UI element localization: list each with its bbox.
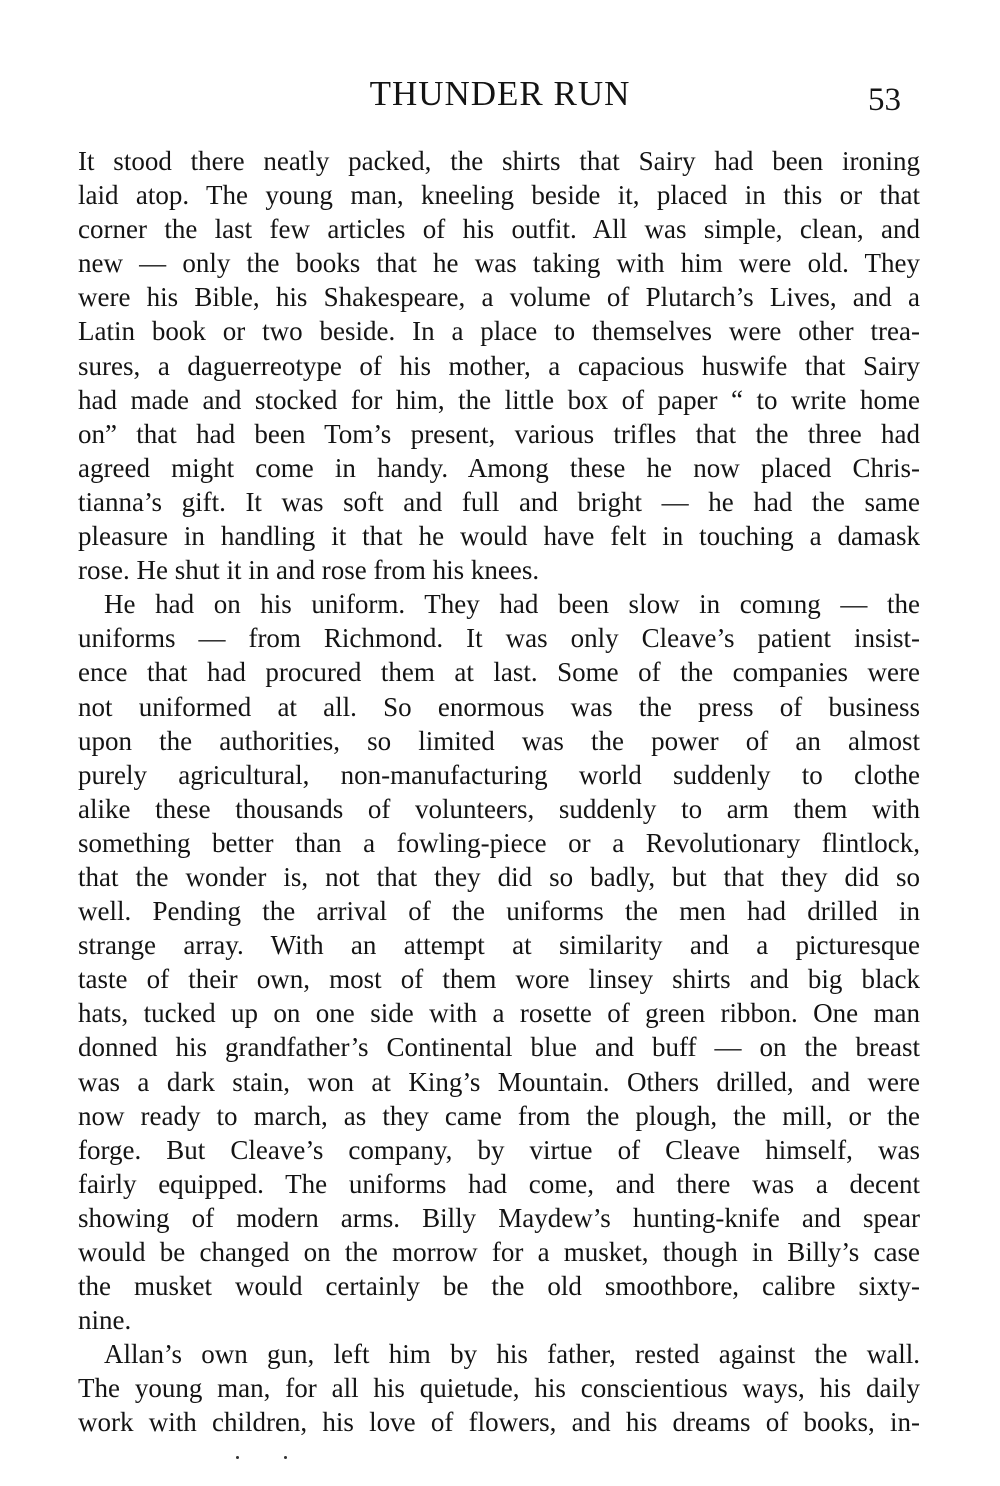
text-line: Latin book or two beside. In a place to themselves were other trea- — [78, 316, 920, 347]
paragraph — [78, 144, 920, 587]
text-line: sures, a daguerreotype of his mother, a capacious huswife that Sairy — [78, 350, 920, 381]
text-line: uniforms — from Richmond. It was only Cleave’s patient insist- — [78, 623, 920, 654]
paragraph — [78, 1337, 920, 1439]
text-line: laid atop. The young man, kneeling beside it, placed in this or that — [78, 180, 920, 211]
running-title: THUNDER RUN — [369, 74, 631, 113]
page-number: 53 — [868, 82, 901, 118]
text-line: the musket would certainly be the old smoothbore, calibre sixty- — [78, 1271, 920, 1302]
text-line: It stood there neatly packed, the shirts that Sairy had been ironing — [78, 146, 920, 176]
text-line: hats, tucked up on one side with a rosette of green ribbon. One man — [78, 998, 920, 1029]
printer-mark-dot — [284, 1456, 287, 1459]
text-line: new — only the books that he was taking with him were old. They — [78, 248, 920, 279]
text-line: had made and stocked for him, the little box of paper “ to write home — [78, 384, 920, 415]
text-line: now ready to march, as they came from the plough, the mill, or the — [78, 1100, 920, 1131]
printer-marks — [232, 1452, 302, 1462]
text-line: were his Bible, his Shakespeare, a volume of Plutarch’s Lives, and a — [78, 282, 920, 313]
text-line: He had on his uniform. They had been slow in comıng — the — [104, 589, 920, 620]
text-line: donned his grandfather’s Continental blue and buff — on the breast — [78, 1032, 920, 1063]
text-line: not uniformed at all. So enormous was the press of business — [78, 691, 920, 722]
text-line: work with children, his love of flowers, and his dreams of books, in- — [78, 1407, 920, 1438]
paragraph — [78, 587, 920, 1337]
text-line: corner the last few articles of his outfit. All was simple, clean, and — [78, 214, 920, 245]
body-text — [78, 144, 920, 1440]
text-line: well. Pending the arrival of the uniforms the men had drilled in — [78, 896, 920, 927]
text-line: rose. He shut it in and rose from his knees. — [78, 555, 540, 586]
text-line: Allan’s own gun, left him by his father, rested against the wall. — [104, 1339, 920, 1370]
printer-mark-dot — [236, 1456, 239, 1459]
text-line: on” that had been Tom’s present, various trifles that the three had — [78, 418, 920, 449]
text-line: something better than a fowling-piece or a Revolutionary flintlock, — [78, 827, 920, 858]
text-line: would be changed on the morrow for a musket, though in Billy’s case — [78, 1237, 920, 1267]
text-line: tianna’s gift. It was soft and full and bright — he had the same — [78, 486, 920, 517]
text-line: was a dark stain, won at King’s Mountain. Others drilled, and were — [78, 1066, 920, 1097]
text-line: purely agricultural, non-manufacturing world suddenly to clothe — [78, 759, 920, 790]
running-head — [0, 70, 1000, 120]
text-line: pleasure in handling it that he would have felt in touching a damask — [78, 521, 920, 552]
text-line: fairly equipped. The uniforms had come, and there was a decent — [78, 1168, 920, 1199]
text-line: strange array. With an attempt at similarity and a picturesque — [78, 930, 920, 961]
text-line: upon the authorities, so limited was the power of an almost — [78, 725, 920, 756]
text-line: showing of modern arms. Billy Maydew’s hunting-knife and spear — [78, 1202, 920, 1233]
text-line: alike these thousands of volunteers, suddenly to arm them with — [78, 793, 920, 824]
text-line: forge. But Cleave’s company, by virtue of Cleave himself, was — [78, 1134, 920, 1165]
text-line: ence that had procured them at last. Some of the companies were — [78, 657, 920, 688]
text-line: The young man, for all his quietude, his conscientious ways, his daily — [78, 1373, 920, 1404]
text-line: that the wonder is, not that they did so badly, but that they did so — [78, 861, 920, 892]
text-line: taste of their own, most of them wore linsey shirts and big black — [78, 964, 920, 995]
text-line: nine. — [78, 1305, 132, 1336]
text-line: agreed might come in handy. Among these he now placed Chris- — [78, 452, 920, 483]
